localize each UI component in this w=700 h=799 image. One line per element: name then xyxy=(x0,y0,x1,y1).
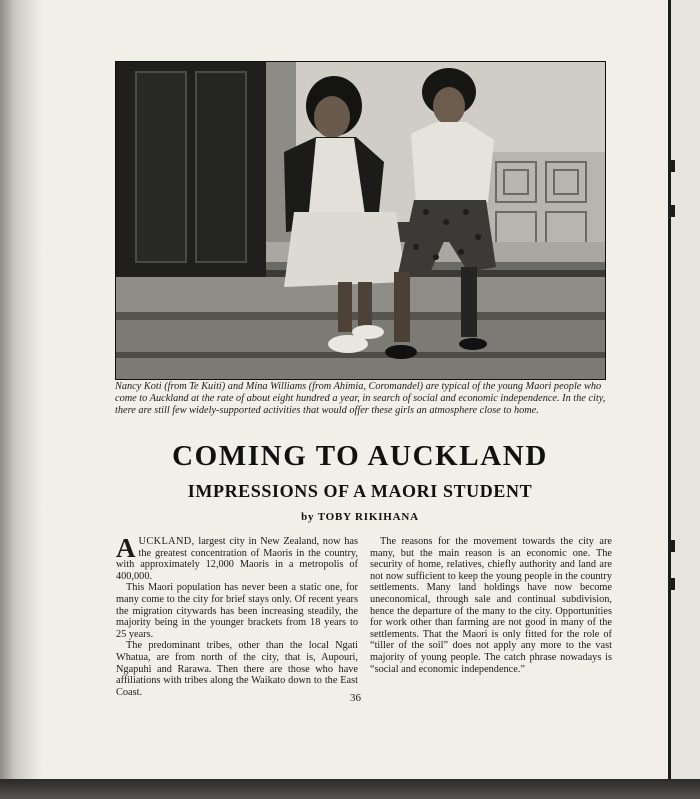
paragraph: The predominant tribes, other than the local Ngati Whatua, are from north of the city, that is, Aupouri, Ngapuhi and Rarawa. Then there are those who have affiliations with tribes along the Waikato down to the East Coast. xyxy=(116,640,358,698)
margin-mark xyxy=(671,540,675,552)
article-title: COMING TO AUCKLAND xyxy=(172,440,548,472)
photograph-two-young-women xyxy=(115,61,606,380)
page-number: 36 xyxy=(350,692,361,704)
paragraph-lead xyxy=(116,533,358,582)
adjacent-page-edge xyxy=(671,0,700,779)
scan-bottom-edge xyxy=(0,779,700,799)
lead-text: largest city in New Zealand, now has the greatest concentration of Maoris in the country, with approximately 12,000 Maoris in a metropolis of 400,000. xyxy=(116,536,358,582)
article-column-right xyxy=(370,536,612,675)
article-column-left xyxy=(116,533,358,698)
lead-word: UCKLAND, xyxy=(138,536,195,547)
paragraph: The reasons for the movement towards the city are many, but the main reason is an economic one. The security of home, relatives, chiefly authority and land are not now sufficient to keep the young people in the country settlements. Many land holdings have now become uneconomical, through sale and continual subdivision, hence the departure of the many to the city. Opportunities for work other than farming are not good in many of the settlements. That the Maori is only fitted for the role of “tiller of the soil” does not apply any more to the vast majority of young people. The catch phrase nowadays is “social and economic independence.” xyxy=(370,536,612,675)
margin-mark xyxy=(671,205,675,217)
article-subtitle: IMPRESSIONS OF A MAORI STUDENT xyxy=(187,481,533,501)
photo-caption: Nancy Koti (from Te Kuiti) and Mina Williams (from Ahimia, Coromandel) are typical of the young Maori people who come to Auckland at the rate of about eight hundred a year, in search of social and economic independence. In the city, there are still few widely-supported activities that would offer these girls an atmosphere close to home. xyxy=(115,381,606,417)
drop-cap: A xyxy=(116,533,136,563)
margin-mark xyxy=(671,160,675,172)
paragraph: This Maori population has never been a static one, for many come to the city for brief stays only. Of recent years the migration citywards has been increasing steadily, the majority being in the younger brackets from 18 years to 25 years. xyxy=(116,582,358,640)
margin-mark xyxy=(671,578,675,590)
photo-illustration xyxy=(116,62,605,379)
article-byline: by TOBY RIKIHANA xyxy=(301,511,419,523)
